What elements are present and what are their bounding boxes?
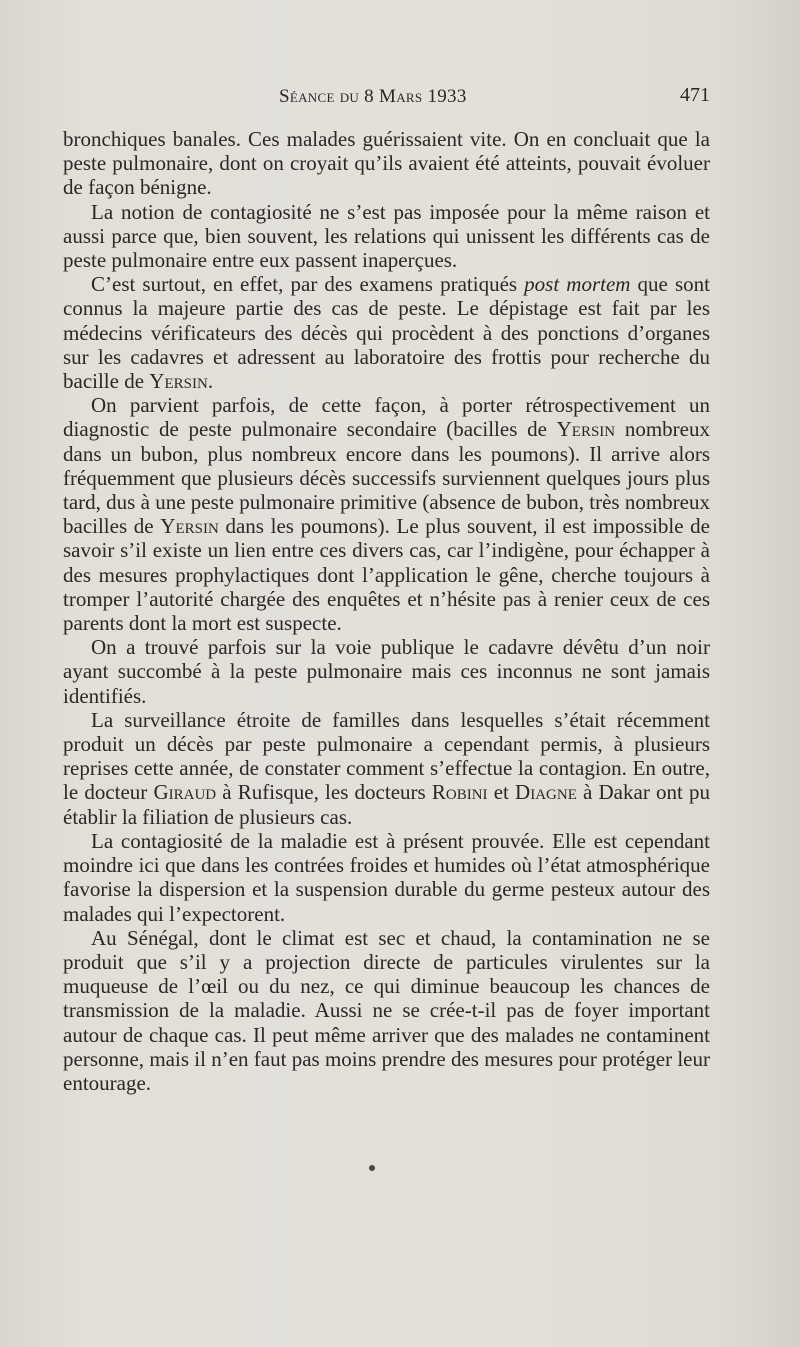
author-name: Giraud: [153, 780, 217, 805]
text-run: On a trouvé parfois sur la voie publique le cadavre dévêtu d’un noir ayant succombé à la peste pulmonaire mais ces inconnus ne sont jamais identifiés.: [63, 635, 710, 708]
author-name: Yersin: [160, 514, 219, 539]
paragraph: [63, 200, 710, 273]
author-name: Robini: [431, 780, 488, 805]
text-run: que sont connus la majeure partie des cas de peste. Le dépistage est fait par les médecins vérificateurs des décès qui procèdent à des ponctions d’organes sur les cadavres et adressent au laboratoire des frottis pour recherche du bacille de: [63, 272, 710, 394]
text-run: nombreux dans un bubon, plus nombreux encore dans les poumons). Il arrive alors fréquemment que plusieurs décès successifs surviennent quelques jours plus tard, dus à une peste pulmonaire primitive (absence de bubon, très nombreux bacilles de: [63, 417, 710, 539]
article-body: [63, 127, 710, 1095]
paragraph: [63, 829, 710, 926]
text-run: Au Sénégal, dont le climat est sec et chaud, la contamination ne se produit que s’il y a projection directe de particules virulentes sur la muqueuse de l’œil ou du nez, ce qui diminue beaucoup les chances de transmission de la maladie. Aussi ne se crée-t-il pas de foyer important autour de chaque cas. Il peut même arriver que des malades ne contaminent personne, mais il n’en faut pas moins prendre des mesures pour protéger leur entourage.: [63, 925, 710, 1095]
text-run: La contagiosité de la maladie est à présent prouvée. Elle est cependant moindre ici que dans les contrées froides et humides où l’état atmosphérique favorise la dispersion et la suspension durable du germe pesteux autour des malades qui l’expectorent.: [63, 828, 710, 926]
text-run: bronchiques banales. Ces malades guérissaient vite. On en concluait que la peste pulmonaire, dont on croyait qu’ils avaient été atteints, pouvait évoluer de façon bénigne.: [63, 127, 710, 200]
page-number: 471: [680, 84, 710, 106]
page-header: [60, 84, 710, 114]
author-name: Yersin: [556, 417, 616, 442]
author-name: Yersin: [149, 369, 208, 394]
paragraph: [63, 926, 710, 1095]
text-run: .: [207, 369, 214, 394]
ink-dot: [369, 1165, 375, 1171]
author-name: Diagne: [515, 780, 577, 805]
text-run: La surveillance étroite de familles dans lesquelles s’était récemment produit un décès par peste pulmonaire a cependant permis, à plusieurs reprises cette année, de constater comment s’effectue la contagion. En outre, le docteur: [63, 707, 710, 805]
running-head: Séance du 8 Mars 1933: [279, 86, 467, 107]
text-run: dans les poumons). Le plus souvent, il est impossible de savoir s’il existe un lien entre ces divers cas, car l’indigène, pour échapper à des mesures prophylactiques dont l’application le gêne, cherche toujours à tromper l’autorité chargée des enquêtes et n’hésite pas à renier ceux de ces parents dont la mort est suspecte.: [63, 514, 710, 636]
paragraph: [63, 272, 710, 393]
paragraph: [63, 635, 710, 708]
text-run: à Dakar ont pu établir la filiation de plusieurs cas.: [63, 780, 710, 829]
text-run: C’est surtout, en effet, par des examens pratiqués: [91, 272, 525, 297]
text-run: à Rufisque, les docteurs: [216, 780, 432, 805]
paragraph: [63, 708, 710, 829]
paragraph: [63, 127, 710, 200]
italic-text: post mortem: [524, 272, 631, 297]
paragraph: [63, 393, 710, 635]
text-run: et: [487, 780, 516, 805]
text-run: On parvient parfois, de cette façon, à porter rétrospectivement un diagnostic de peste pulmonaire secondaire (bacilles de: [63, 393, 710, 442]
text-run: La notion de contagiosité ne s’est pas imposée pour la même raison et aussi parce que, bien souvent, les relations qui unissent les différents cas de peste pulmonaire entre eux passent inaperçues.: [63, 199, 710, 273]
